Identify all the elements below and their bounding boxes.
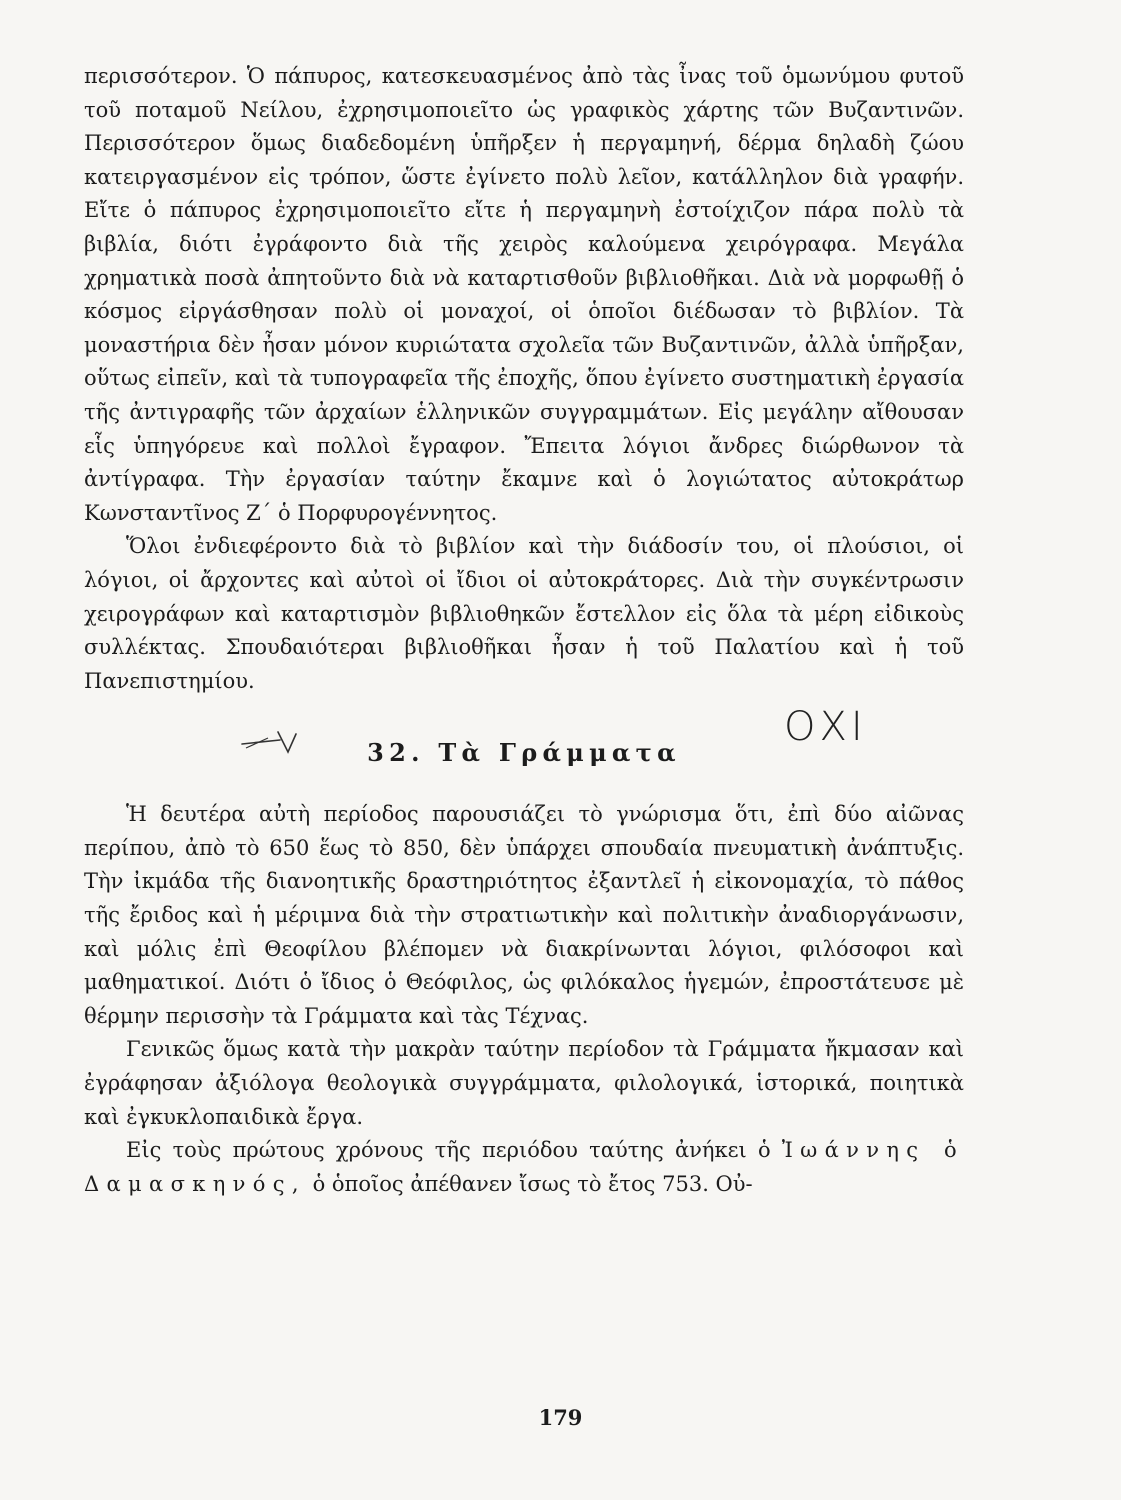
book-page [84,60,964,1201]
paragraph-3: Ἡ δευτέρα αὐτὴ περίοδος παρουσιάζει τὸ γνώρισμα ὅτι, ἐπὶ δύο αἰῶνας περίπου, ἀπὸ τὸ 650 ἕως τὸ 850, δὲν ὑπάρχει σπουδαία πνευματικὴ ἀνάπτυξις. Τὴν ἰκμάδα τῆς διανοητικῆς δραστηριότητος ἐξαντλεῖ ἡ εἰκονομαχία, τὸ πάθος τῆς ἔριδος καὶ ἡ μέριμνα διὰ τὴν στρατιωτικὴν καὶ πολιτικὴν ἀναδιοργάνωσιν, καὶ μόλις ἐπὶ Θεοφίλου βλέπομεν νὰ διακρίνωνται λόγιοι, φιλόσοφοι καὶ μαθηματικοί. Διότι ὁ ἴδιος ὁ Θεόφιλος, ὡς φιλόκαλος ἡγεμών, ἐπροστάτευσε μὲ θέρμην περισσὴν τὰ Γράμματα καὶ τὰς Τέχνας. [84,802,964,1028]
paragraph-2: Ὅλοι ἐνδιεφέροντο διὰ τὸ βιβλίον καὶ τὴν διάδοσίν του, οἱ πλούσιοι, οἱ λόγιοι, οἱ ἄρχοντες καὶ αὐτοὶ οἱ ἴδιοι οἱ αὐτοκράτορες. Διὰ τὴν συγκέντρωσιν χειρογράφων καὶ καταρτισμὸν βιβλιοθηκῶν ἔστελλον εἰς ὅλα τὰ μέρη εἰδικοὺς συλλέκτας. Σπουδαιότεραι βιβλιοθῆκαι ἦσαν ἡ τοῦ Παλατίου καὶ ἡ τοῦ Πανεπιστημίου. [84,534,964,693]
paragraph-5 [84,1134,964,1201]
paragraph-5-end: ὁ ὁποῖος ἀπέθανεν ἴσως τὸ ἔτος 753. Οὐ- [305,1171,753,1196]
section-title: 32. Τὰ Γράμματα [367,738,681,768]
paragraph-5-start: Εἰς τοὺς πρώτους χρόνους τῆς περιόδου ταύτης ἀνήκει ὁ [126,1138,782,1163]
paragraph-1: περισσότερον. Ὁ πάπυρος, κατεσκευασμένος ἀπὸ τὰς ἶνας τοῦ ὁμωνύμου φυτοῦ τοῦ ποταμοῦ Νείλου, ἐχρησιμοποιεῖτο ὡς γραφικὸς χάρτης τῶν Βυζαντινῶν. Περισσότερον ὅμως διαδεδομένη ὑπῆρξεν ἡ περγαμηνή, δέρμα δηλαδὴ ζώου κατειργασμένον εἰς τρόπον, ὥστε ἐγίνετο πολὺ λεῖον, κατάλληλον διὰ γραφήν. Εἴτε ὁ πάπυρος ἐχρησιμοποιεῖτο εἴτε ἡ περγαμηνὴ ἐστοίχιζον πάρα πολὺ τὰ βιβλία, διότι ἐγράφοντο διὰ τῆς χειρὸς καλούμενα χειρόγραφα. Μεγάλα χρηματικὰ ποσὰ ἀπητοῦντο διὰ νὰ καταρτισθοῦν βιβλιοθῆκαι. Διὰ νὰ μορφωθῇ ὁ κόσμος εἰργάσθησαν πολὺ οἱ μοναχοί, οἱ ὁποῖοι διέδωσαν τὸ βιβλίον. Τὰ μοναστήρια δὲν ἦσαν μόνον κυριώτατα σχολεῖα τῶν Βυζαντινῶν, ἀλλὰ ὑπῆρξαν, οὕτως εἰπεῖν, καὶ τὰ τυπογραφεῖα τῆς ἐποχῆς, ὅπου ἐγίνετο συστηματικὴ ἐργασία τῆς ἀντιγραφῆς τῶν ἀρχαίων ἑλληνικῶν συγγραμμάτων. Εἰς μεγάλην αἴθουσαν εἷς ὑπηγόρευε καὶ πολλοὶ ἔγραφον. Ἔπειτα λόγιοι ἄνδρες διώρθωνον τὰ ἀντίγραφα. Τὴν ἐργασίαν ταύτην ἔκαμνε καὶ ὁ λογιώτατος αὐτοκράτωρ Κωνσταντῖνος Ζ΄ ὁ Πορφυρογέννητος. [84,64,964,525]
section-heading-row [84,698,964,798]
handwritten-note: ΟΧΙ [784,704,867,751]
text-block-bottom [84,798,964,1201]
paragraph-4: Γενικῶς ὅμως κατὰ τὴν μακρὰν ταύτην περίοδον τὰ Γράμματα ἤκμασαν καὶ ἐγράφησαν ἀξιόλογα θεολογικὰ συγγράμματα, φιλολογικά, ἱστορικά, ποιητικὰ καὶ ἐγκυκλοπαιδικὰ ἔργα. [84,1037,964,1129]
text-block-top [84,60,964,698]
page-number: 179 [538,1405,583,1430]
spaced-name: Ἰωάννης ὁ Δαμασκηνός, [84,1138,964,1196]
